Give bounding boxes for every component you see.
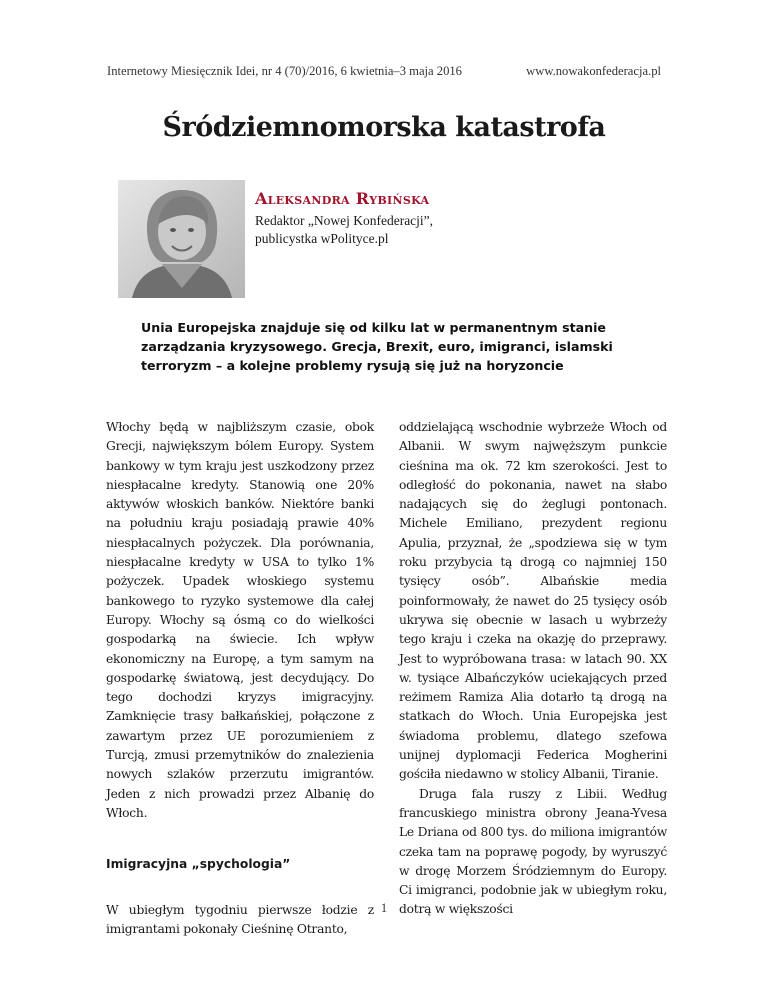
body-paragraph: Druga fala ruszy z Libii. Według francuskiego ministra obrony Jeana-Yvesa Le Driana od 800 tys. do miliona imigrantów czeka tam na poprawę pogody, by wyruszyć w drogę Morzem Śródziemnym do Europy. Ci imigranci, podobnie jak w ubiegłym roku, dotrą w większości — [399, 786, 667, 917]
author-info — [255, 189, 433, 248]
author-role-line: Redaktor „Nowej Konfederacji”, — [255, 213, 434, 228]
journal-info: Internetowy Miesięcznik Idei, nr 4 (70)/2016, 6 kwietnia–3 maja 2016 — [107, 64, 462, 78]
author-role-line: publicystka wPolityce.pl — [255, 231, 389, 246]
page-number: 1 — [380, 901, 388, 915]
author-description — [255, 212, 433, 248]
text-column-right — [399, 418, 667, 920]
article-title: Śródziemnomorska katastrofa — [162, 112, 606, 143]
body-paragraph: oddzielającą wschodnie wybrzeże Włoch od Albanii. W swym najwęższym punkcie cieśnina ma ok. 72 km szerokości. Jest to odległość do pokonania, nawet na słabo nadających się do żeglugi pontonach. Michele Emiliano, prezydent regionu Apulia, przyznał, że „spodziewa się w tym roku przybycia tą drogą co najmniej 150 tysięcy osób”. Albańskie media poinformowały, że nawet do 25 tysięcy osób ukrywa się obecnie w lasach u wybrzeży tego kraju i czeka na okazję do przeprawy. Jest to wypróbowana trasa: w latach 90. XX w. tysiące Albańczyków uciekających przed reżimem Ramiza Alia dotarło tą drogą na statkach do Włoch. Unia Europejska jest świadoma problemu, dlatego szefowa unijnej dyplomacji Federica Mogherini gościła niedawno w stolicy Albanii, Tiranie. — [399, 420, 667, 782]
website-url[interactable]: www.nowakonfederacja.pl — [526, 64, 661, 78]
author-name: Aleksandra Rybińska — [255, 189, 430, 208]
body-paragraph: W ubiegłym tygodniu pierwsze łodzie z imigrantami pokonały Cieśninę Otranto, — [106, 902, 374, 936]
text-column-left — [106, 418, 374, 939]
author-photo — [118, 180, 245, 298]
section-subheading: Imigracyjna „spychologia” — [106, 857, 291, 872]
article-lead: Unia Europejska znajduje się od kilku lat w permanentnym stanie zarządzania kryzysowego. Grecja, Brexit, euro, imigranci, islamski terroryzm – a kolejne problemy rysują się już na horyzoncie — [141, 320, 613, 373]
body-paragraph: Włochy będą w najbliższym czasie, obok Grecji, największym bólem Europy. System bankowy w tym kraju jest uszkodzony przez niespłacalne kredyty. Stanowią one 20% aktywów włoskich banków. Niektóre banki na południu kraju posiadają prawie 40% niespłacalnych pożyczek. Dla porównania, niespłacalne kredyty w USA to tylko 1% pożyczek. Upadek włoskiego systemu bankowego to ryzyko systemowe dla całej Europy. Włochy są ósmą co do wielkości gospodarką na świecie. Ich wpływ ekonomiczny na Europę, a tym samym na gospodarkę światową, jest decydujący. Do tego dochodzi kryzys imigracyjny. Zamknięcie trasy bałkańskiej, połączone z zawartym przez UE porozumieniem z Turcją, zmusi przemytników do znalezienia nowych szlaków przerzutu imigrantów. Jeden z nich prowadzi przez Albanię do Włoch. — [106, 420, 374, 820]
